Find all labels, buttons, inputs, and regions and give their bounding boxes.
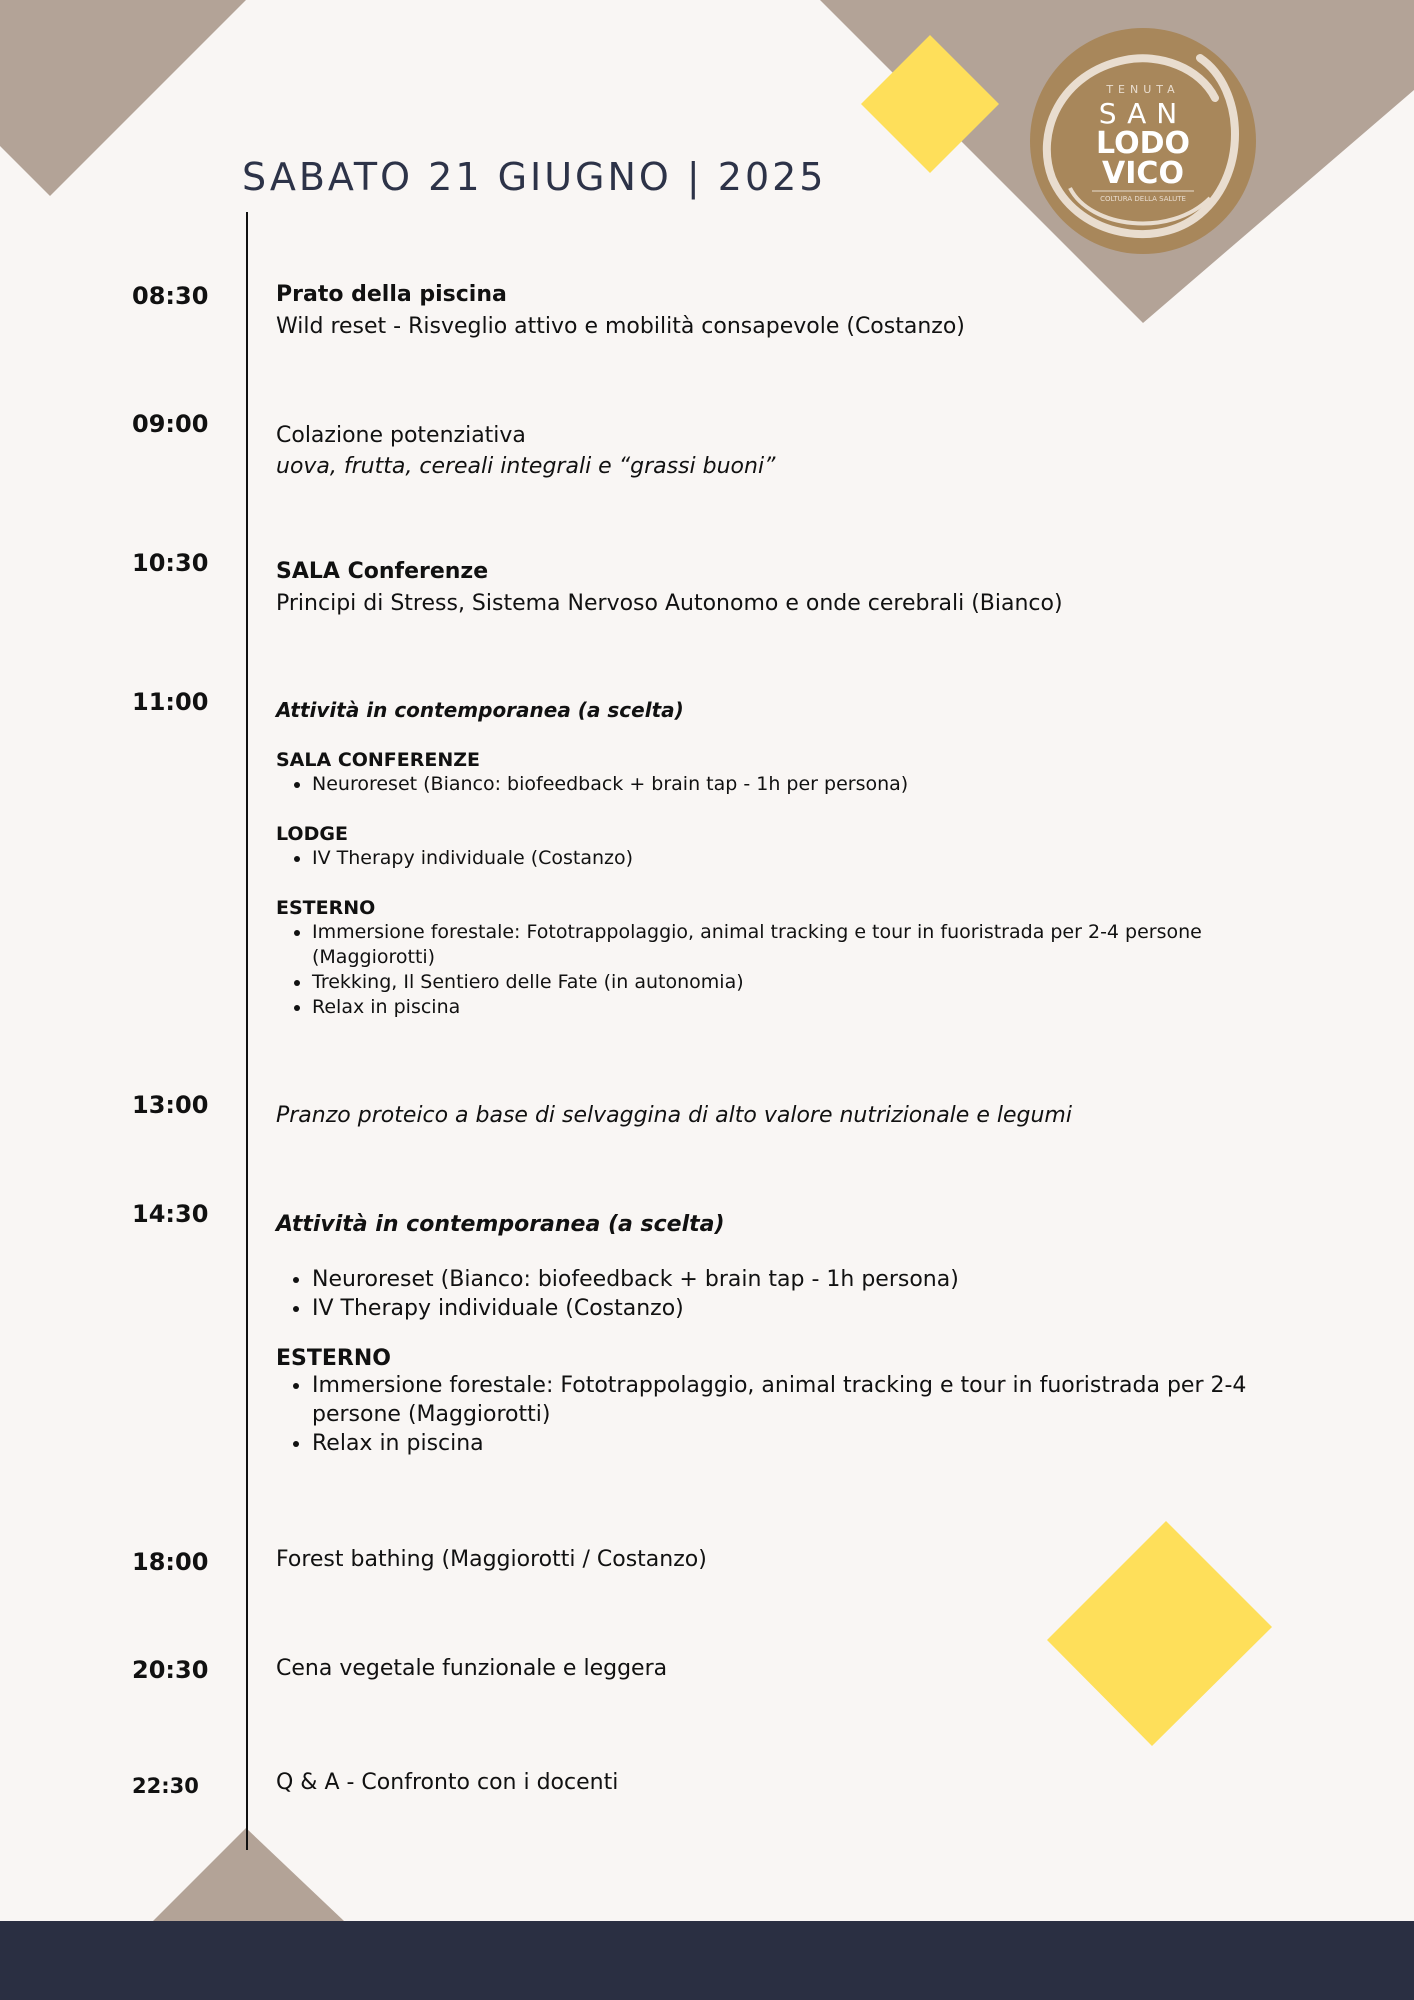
logo-line-vico: VICO [1102,156,1184,191]
tenuta-san-lodovico-logo [1030,28,1256,254]
taupe-triangle-top-left [0,0,246,196]
group-esterno: ESTERNO [276,1346,391,1371]
page-title: SABATO 21 GIUGNO | 2025 [242,155,827,199]
list-item: • Neuroreset (Bianco: biofeedback + brain tap - 1h persona) [312,1265,1326,1294]
event-1100 [276,698,1326,1020]
list-item: • Relax in piscina [312,1429,1326,1458]
logo-line-tenuta: TENUTA [1106,83,1180,96]
event-description: uova, frutta, cereali integrali e “grassi buoni” [276,454,776,479]
taupe-triangle-bottom [153,1828,344,1921]
event-0900 [276,420,1326,482]
time-1800: 18:00 [132,1548,209,1576]
event-2230 [276,1767,1326,1798]
event-description: Forest bathing (Maggiorotti / Costanzo) [276,1547,707,1572]
event-description: Q & A - Confronto con i docenti [276,1770,619,1795]
group-sala-conferenze: SALA CONFERENZE [276,749,481,771]
event-heading: Attività in contemporanea (a scelta) [276,1212,725,1237]
list-item: • IV Therapy individuale (Costanzo) [312,846,1326,871]
time-0830: 08:30 [132,282,209,310]
group-esterno: ESTERNO [276,897,376,919]
time-1430: 14:30 [132,1200,209,1228]
logo-line-lodo: LODO [1096,126,1190,161]
event-heading: Attività in contemporanea (a scelta) [276,698,684,722]
time-1300: 13:00 [132,1091,209,1119]
event-0830 [276,282,1326,342]
event-description: Principi di Stress, Sistema Nervoso Autonomo e onde cerebrali (Bianco) [276,591,1063,616]
event-1300 [276,1100,1326,1131]
event-1030 [276,559,1326,619]
list-item: • IV Therapy individuale (Costanzo) [312,1294,1326,1323]
event-location: Prato della piscina [276,282,507,307]
time-0900: 09:00 [132,410,209,438]
event-2030 [276,1653,1326,1684]
event-1800 [276,1544,1326,1575]
group-lodge: LODGE [276,823,348,845]
time-2030: 20:30 [132,1656,209,1684]
event-location: SALA Conferenze [276,559,489,584]
list-item: • Neuroreset (Bianco: biofeedback + brain tap - 1h per persona) [312,772,1326,797]
footer-bar [0,1921,1414,2000]
event-description: Wild reset - Risveglio attivo e mobilità consapevole (Costanzo) [276,314,965,339]
time-1030: 10:30 [132,549,209,577]
logo-tagline: COLTURA DELLA SALUTE [1100,195,1186,203]
event-description: Cena vegetale funzionale e leggera [276,1656,668,1681]
time-1100: 11:00 [132,688,209,716]
logo-line-san: SAN [1098,97,1188,130]
event-1430 [276,1212,1326,1458]
timeline-line [246,212,248,1850]
list-item: • Trekking, Il Sentiero delle Fate (in autonomia) [312,970,1326,995]
event-description: Pranzo proteico a base di selvaggina di alto valore nutrizionale e legumi [276,1103,1072,1128]
list-item: • Relax in piscina [312,995,1326,1020]
time-2230: 22:30 [132,1774,199,1798]
list-item: • Immersione forestale: Fototrappolaggio, animal tracking e tour in fuoristrada per 2-4 persone (Maggiorotti) [312,1371,1326,1429]
event-title: Colazione potenziativa [276,423,526,448]
list-item: • Immersione forestale: Fototrappolaggio, animal tracking e tour in fuoristrada per 2-4 persone (Maggiorotti) [312,920,1326,970]
